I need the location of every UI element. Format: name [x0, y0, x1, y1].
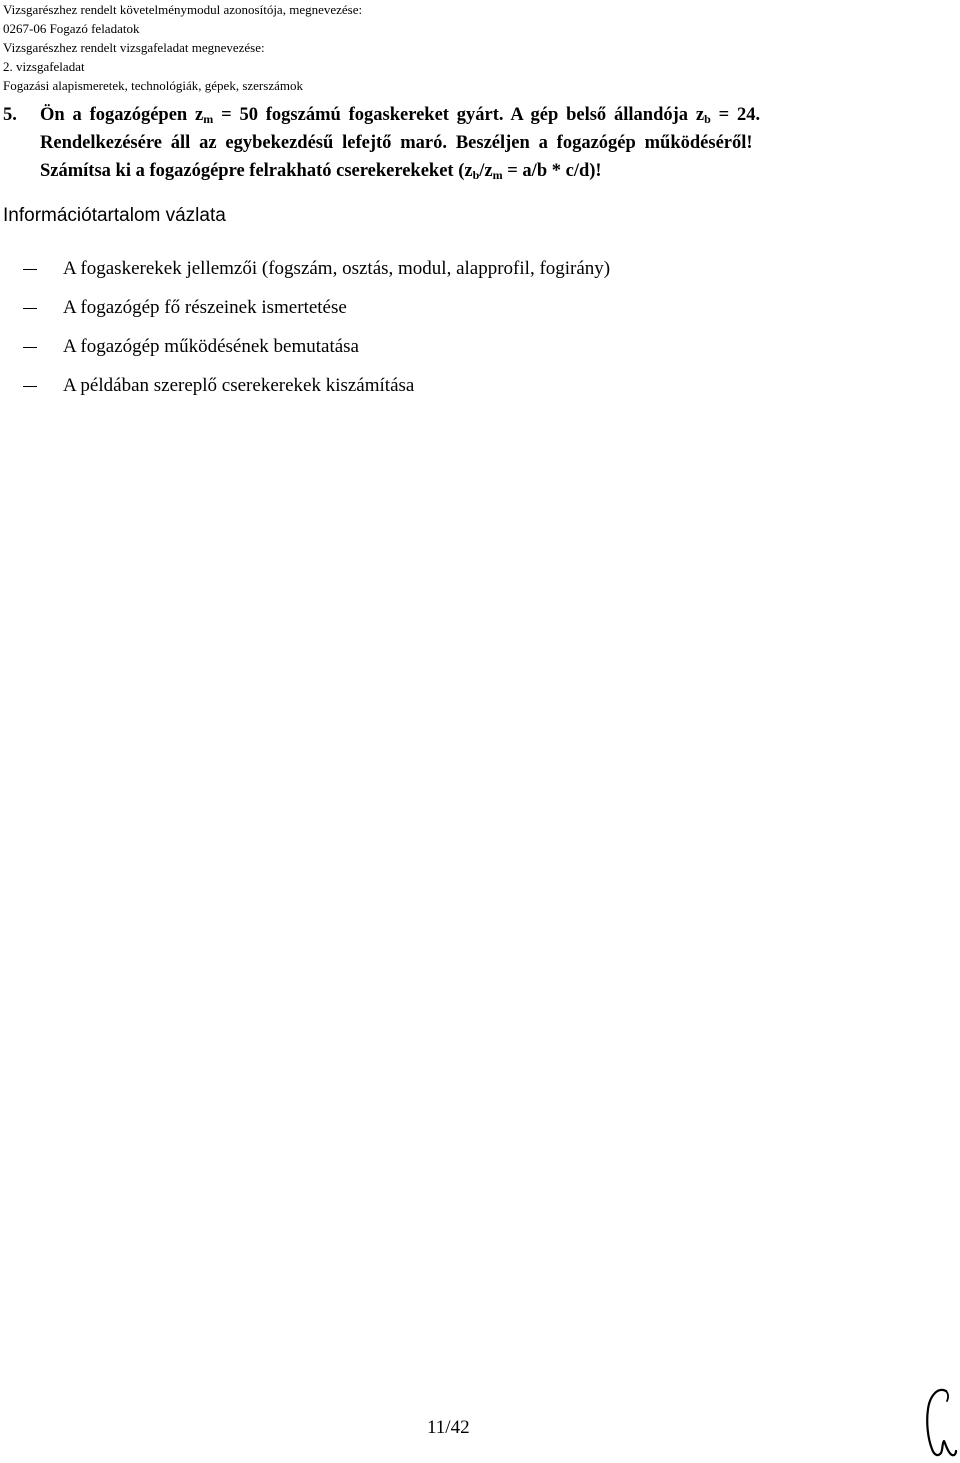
dash-bullet-icon: [23, 308, 37, 309]
list-item-text: A fogaskerekek jellemzői (fogszám, osztás, modul, alapprofil, fogirány): [63, 258, 611, 279]
dash-bullet-icon: [23, 347, 37, 348]
task-statement: [3, 101, 921, 185]
page-number: 11/42: [427, 1417, 470, 1438]
dash-bullet-icon: [23, 269, 37, 270]
task-line-2: Rendelkezésére áll az egybekezdésű lefejtő maró. Beszéljen a fogazógép működéséről!: [40, 133, 753, 153]
list-item-text: A fogazógép fő részeinek ismertetése: [63, 297, 347, 318]
header-task-value: 2. vizsgafeladat: [3, 59, 85, 74]
task-line-1: Ön a fogazógépen $z_m = 50$ fogszámú fogaskereket gyárt. A gép belső állandója $z_b = 24$.: [40, 105, 761, 126]
dash-bullet-icon: [23, 386, 37, 387]
list-item-text: A példában szereplő cserekerekek kiszámítása: [63, 375, 415, 396]
list-item-text: A fogazógép működésének bemutatása: [63, 336, 359, 357]
header-module-value: 0267-06 Fogazó feladatok: [3, 21, 140, 36]
header-task-label: Vizsgarészhez rendelt vizsgafeladat megnevezése:: [3, 40, 265, 55]
header-module-label: Vizsgarészhez rendelt követelménymodul azonosítója, megnevezése:: [3, 2, 363, 17]
header-topic: Fogazási alapismeretek, technológiák, gépek, szerszámok: [3, 78, 303, 93]
info-outline-title: Információtartalom vázlata: [3, 205, 226, 226]
task-number: 5.: [3, 105, 17, 125]
document-header: [3, 0, 362, 95]
signature-mark: [922, 1385, 958, 1460]
task-line-3: Számítsa ki a fogazógépre felrakható cserekerekeket $(z_b/z_m = a/b * c/d)$!: [40, 161, 602, 182]
